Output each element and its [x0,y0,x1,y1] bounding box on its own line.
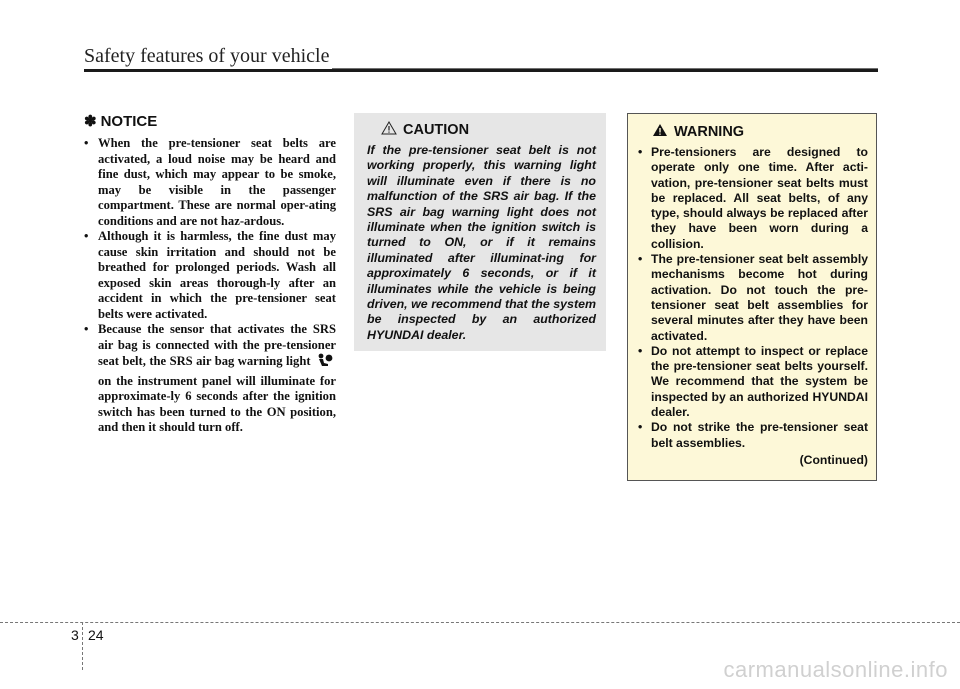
notice-list [84,136,336,436]
footer-divider [82,622,83,670]
notice-heading-label: NOTICE [100,112,158,130]
notice-item: • When the pre-tensioner seat belts are activated, a loud noise may be heard and fine dust, which may appear to be smoke, may be visible in the passenger compartment. These are normal oper-ating conditions and are not haz-ardous. [84,136,336,229]
warning-title-label: WARNING [674,124,745,140]
warning-item: • The pre-tensioner seat belt assembly mechanisms become hot during activation. Do not touch the pre-tensioner seat belt assemblies for several minutes after they have been activated. [638,252,868,344]
caution-triangle-icon [381,121,397,139]
warning-item: • Do not attempt to inspect or replace the pre-tensioner seat belts yourself. We recommend that the system be inspected by an authorized HYUNDAI dealer. [638,344,868,420]
warning-list [638,145,868,451]
notice-item: • Although it is harmless, the fine dust may cause skin irritation and should not be breathed for prolonged periods. Wash all exposed skin areas thorough-ly after an accident in which the pre-tensioner seat belts were activated. [84,229,336,322]
warning-box [627,113,877,481]
page-number: 24 [88,627,104,643]
notice-item-text-before-icon: Because the sensor that activates the SRS air bag is connected with the pre-tensioner seat belt, the SRS air bag warning light [98,322,336,368]
caution-box [354,113,606,351]
caution-title [381,121,596,139]
notice-heading [84,112,336,130]
continued-label: (Continued) [799,452,868,467]
notice-section [84,112,336,436]
airbag-warning-icon [316,353,334,374]
warning-item: • Do not strike the pre-tensioner seat belt assemblies. [638,420,868,451]
header-rule-thick [332,63,878,72]
notice-item [84,322,336,436]
chapter-number: 3 [71,627,79,643]
asterisk-icon: ✽ [84,113,97,130]
footer-rule [0,622,960,623]
warning-triangle-icon [652,123,668,141]
watermark: carmanualsonline.info [723,657,948,682]
notice-item-text-after-icon: on the instrument panel will illuminate for approximate-ly 6 seconds after the ignition switch has been turned to the ON position, and then it should turn off. [98,373,336,434]
warning-title [652,123,868,141]
page-header-title: Safety features of your vehicle [84,45,330,67]
caution-text: If the pre-tensioner seat belt is not working properly, this warning light will illuminate even if there is no malfunction of the SRS air bag. If the SRS air bag warning light does not illuminate when the ignition switch is turned to ON, or if it remains illuminated after illuminat-ing for approximately 6 seconds, or if it illuminates while the vehicle is being driven, we recommend that the system be inspected by an authorized HYUNDAI dealer. [367,143,596,342]
warning-item: • Pre-tensioners are designed to operate only one time. After acti-vation, pre-tensioner seat belts must be replaced. All seat belts, of any type, should always be replaced after they have been worn during a collision. [638,145,868,252]
caution-title-label: CAUTION [403,122,470,138]
